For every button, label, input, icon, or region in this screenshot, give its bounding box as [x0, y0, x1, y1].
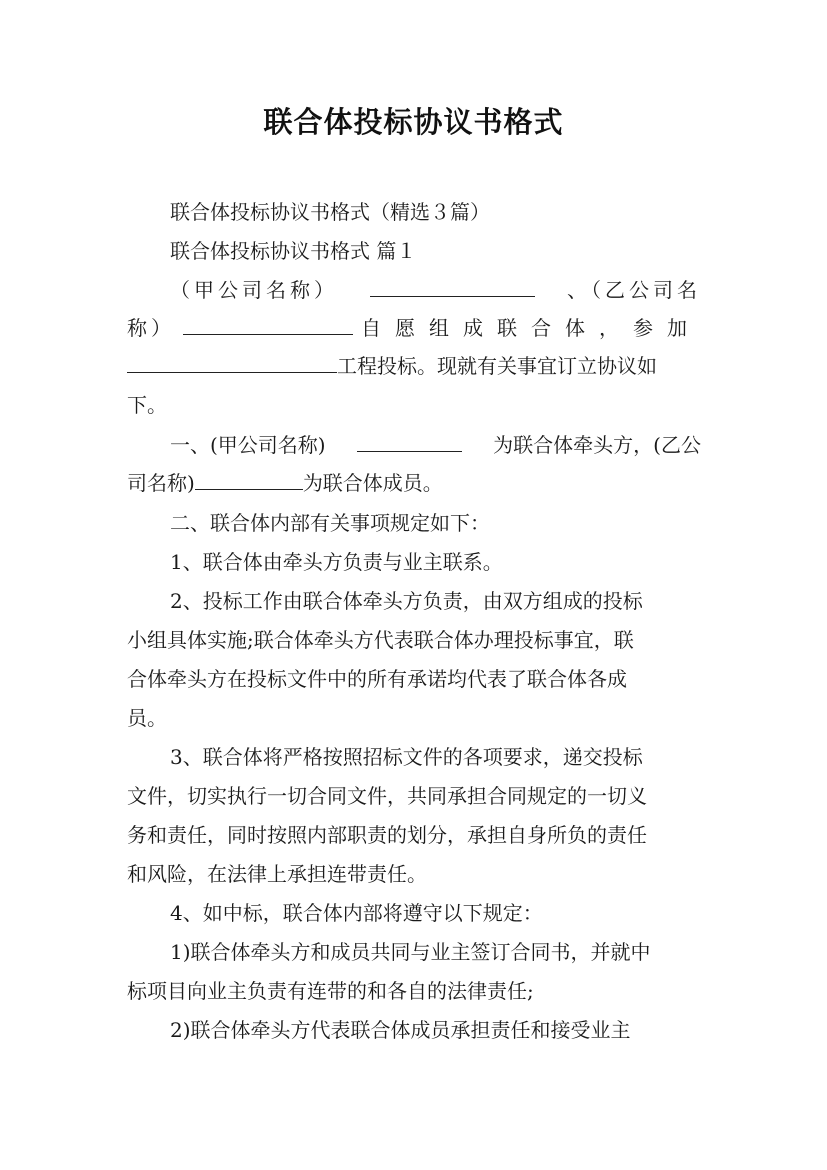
blank-field	[357, 431, 462, 452]
paragraph-line: 标项目向业主负责有连带的和各自的法律责任;	[127, 979, 534, 1003]
text-segment: 司名称)	[127, 471, 195, 495]
party-a-label: （甲公司名称）	[170, 278, 338, 302]
text-segment: 为联合体成员。	[302, 471, 443, 495]
party-b-label: 、（乙公司名	[567, 278, 701, 302]
paragraph-line: 员。	[127, 706, 167, 730]
text-segment: 工程投标。现就有关事宜订立协议如	[337, 354, 657, 378]
paragraph-line: 1)联合体牵头方和成员共同与业主签订合同书，并就中	[170, 940, 651, 964]
chapter-heading: 联合体投标协议书格式 篇１	[170, 239, 417, 263]
paragraph-line: 2)联合体牵头方代表联合体成员承担责任和接受业主	[170, 1018, 631, 1042]
paragraph-line	[127, 314, 701, 342]
paragraph-line: 下。	[127, 393, 167, 417]
text-segment: 称）	[127, 316, 175, 340]
paragraph-line: 文件，切实执行一切合同文件，共同承担合同规定的一切义	[127, 784, 647, 808]
blank-field	[127, 352, 337, 373]
blank-field	[195, 469, 303, 490]
subtitle: 联合体投标协议书格式（精选３篇）	[170, 200, 490, 224]
paragraph-line: 2、投标工作由联合体牵头方负责，由双方组成的投标	[170, 589, 643, 613]
paragraph-line: 合体牵头方在投标文件中的所有承诺均代表了联合体各成	[127, 667, 627, 691]
paragraph-line: 4、如中标，联合体内部将遵守以下规定：	[170, 901, 543, 925]
paragraph-line: 3、联合体将严格按照招标文件的各项要求，递交投标	[170, 745, 643, 769]
blank-field	[183, 314, 353, 335]
text-segment: 为联合体牵头方，(乙公	[493, 433, 701, 457]
paragraph-line: 和风险，在法律上承担连带责任。	[127, 862, 427, 886]
paragraph-line	[170, 431, 701, 459]
paragraph-line	[127, 469, 701, 497]
paragraph-line: 1、联合体由牵头方负责与业主联系。	[170, 550, 503, 574]
text-segment: 一、(甲公司名称)	[170, 433, 326, 457]
paragraph-line: 务和责任，同时按照内部职责的划分，承担自身所负的责任	[127, 823, 647, 847]
paragraph-line	[170, 276, 701, 304]
document-title: 联合体投标协议书格式	[263, 105, 564, 139]
blank-field	[370, 276, 535, 297]
paragraph-line	[127, 352, 701, 380]
text-segment: 自愿组成联合体，参加	[361, 316, 701, 340]
paragraph-line: 小组具体实施;联合体牵头方代表联合体办理投标事宜，联	[127, 628, 634, 652]
paragraph-line: 二、联合体内部有关事项规定如下：	[170, 511, 490, 535]
